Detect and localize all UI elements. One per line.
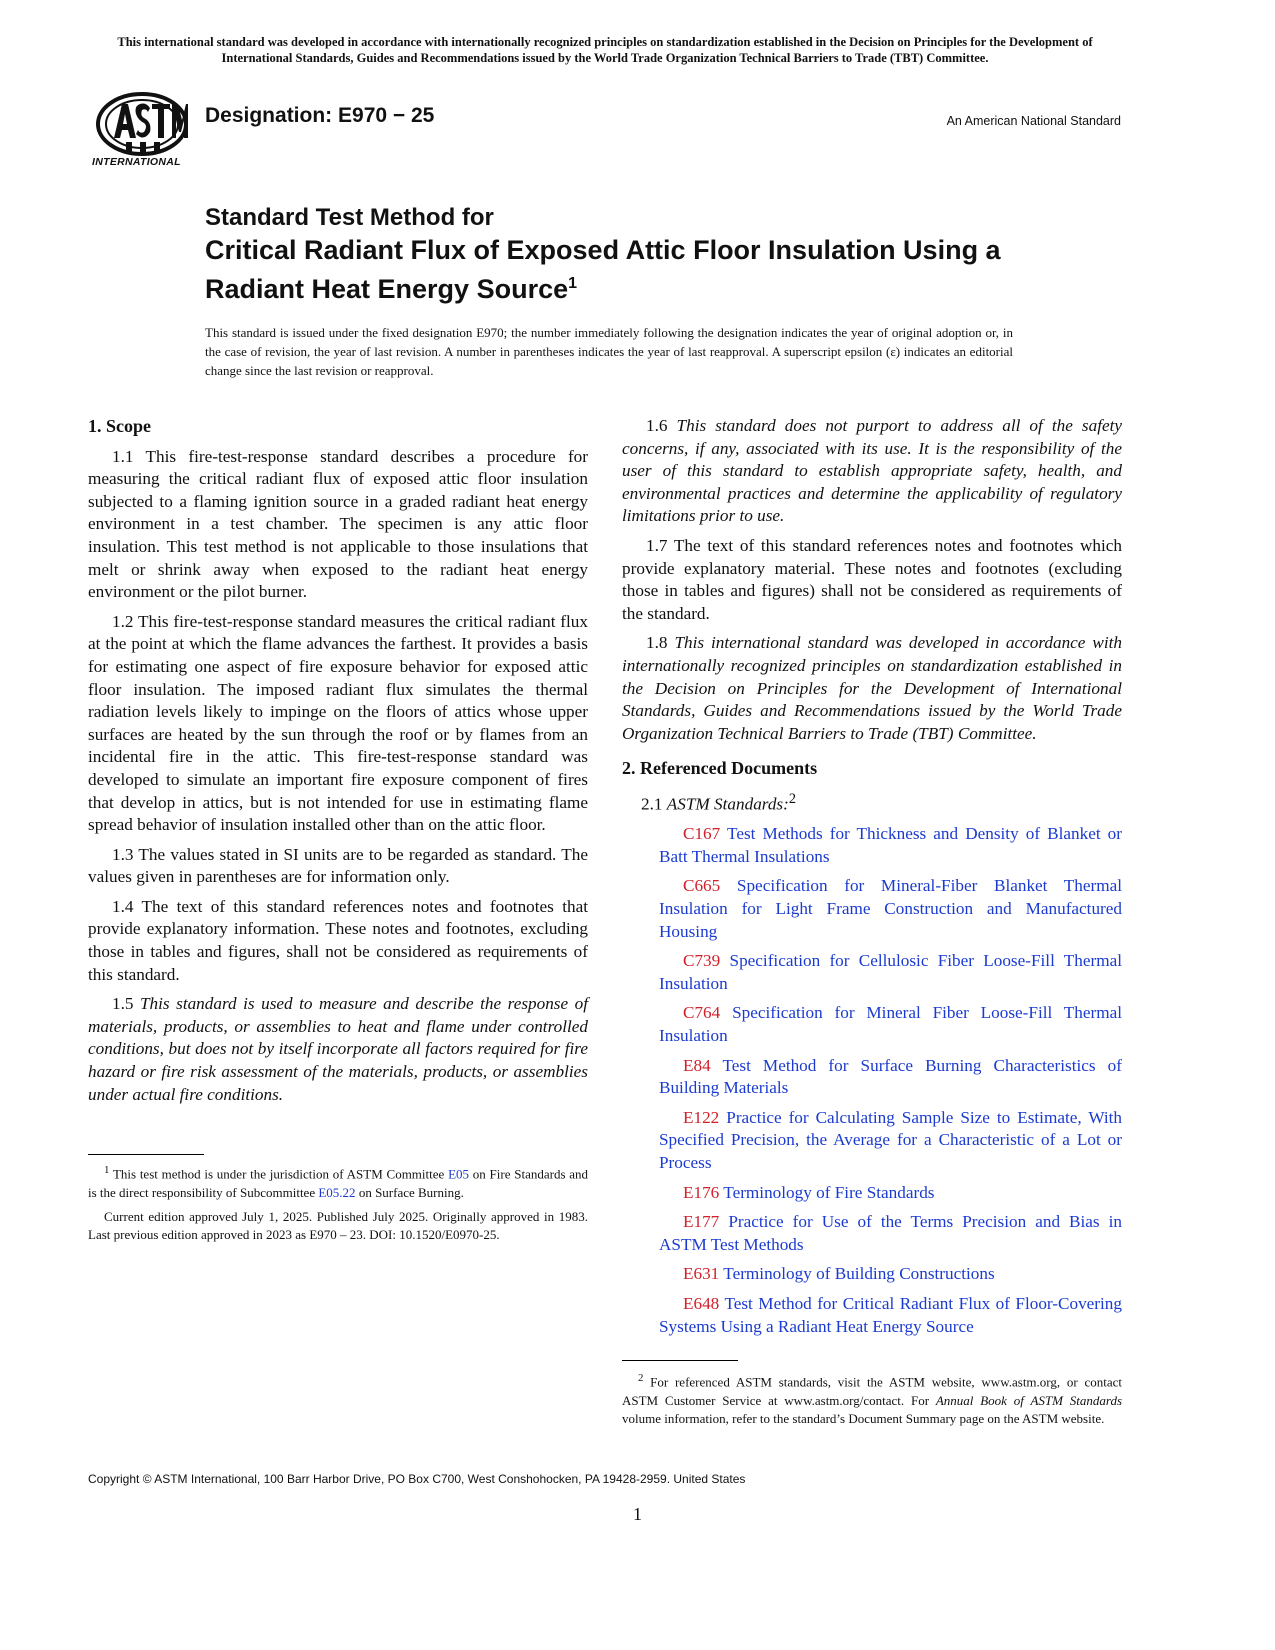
standard-title-link[interactable]: Specification for Cellulosic Fiber Loose-Fill Thermal Insulation — [659, 951, 1123, 993]
paragraph-1-8 — [622, 632, 1122, 745]
standard-title-link[interactable]: Test Method for Surface Burning Characteristics of Building Materials — [659, 1055, 1122, 1098]
paragraph-1-7: 1.7 The text of this standard references notes and footnotes which provide explanatory material. These notes and footnotes (excluding those in tables and figures) shall not be considered as requirements of the standard. — [622, 535, 1122, 623]
standard-title-link[interactable]: Specification for Mineral Fiber Loose-Fill Thermal Insulation — [659, 1003, 1122, 1045]
footnote-rule — [88, 1154, 204, 1155]
title-main: Critical Radiant Flux of Exposed Attic Floor Insulation Using a Radiant Heat Energy Source — [205, 235, 1001, 304]
standard-code-link[interactable]: E177 — [683, 1212, 720, 1232]
scope-heading: 1. Scope — [88, 416, 151, 436]
standard-code-link[interactable]: C764 — [683, 1003, 721, 1023]
referenced-standard-item[interactable] — [622, 875, 1122, 943]
footnote-2: $^2$ For referenced ASTM standards, visit the ASTM website, www.astm.org, or contact ASTM Customer Service at www.astm.org/contact. For Annual Book of ASTM Standards volume information, refer to the standard’s Document Summary page on the ASTM website. — [622, 1372, 1123, 1427]
footnote-1-mark: 1 — [104, 1164, 110, 1177]
paragraph-1-8-number: 1.8 — [646, 633, 668, 653]
standard-title-link[interactable]: Test Method for Critical Radiant Flux of Floor-Covering Systems Using a Radiant Heat Energy Source — [659, 1293, 1122, 1336]
paragraph-1-6 — [622, 415, 1122, 528]
referenced-standard-item[interactable] — [622, 950, 1122, 995]
referenced-documents-heading: 2. Referenced Documents — [622, 758, 818, 779]
paragraph-1-3: 1.3 The values stated in SI units are to be regarded as standard. The values given in parentheses are for information only. — [88, 844, 588, 887]
standard-code-link[interactable]: E84 — [683, 1055, 711, 1075]
paragraph-1-5-number: 1.5 — [112, 994, 134, 1014]
referenced-standards-list — [622, 823, 1122, 1338]
referenced-standard-item[interactable] — [622, 823, 1122, 868]
standard-code-link[interactable]: E176 — [683, 1182, 720, 1202]
left-column — [88, 415, 588, 1250]
paragraph-1-5-text: This standard is used to measure and describe the response of materials, products, or assemblies to heat and flame under controlled conditions, but does not by itself incorporate all factors required for fire hazard or fire risk assessment of the materials, products, or assemblies under actual fire conditions. — [88, 994, 589, 1104]
referenced-standard-item[interactable] — [622, 1002, 1122, 1047]
referenced-standard-item[interactable] — [622, 1107, 1122, 1175]
standard-title-link[interactable]: Specification for Mineral-Fiber Blanket Thermal Insulation for Light Frame Construction and Manufactured Housing — [659, 876, 1123, 941]
title-line-1: Standard Test Method for — [205, 204, 494, 231]
committee-link[interactable]: E05 — [448, 1166, 470, 1182]
standard-title-link[interactable]: Terminology of Fire Standards — [723, 1182, 935, 1202]
referenced-standard-item[interactable] — [622, 1263, 1122, 1286]
title-footnote-mark: 1 — [568, 275, 578, 292]
designation: Designation: E970 − 25 — [205, 104, 435, 127]
standard-title-link[interactable]: Terminology of Building Constructions — [723, 1264, 995, 1284]
referenced-standard-item[interactable] — [622, 1293, 1122, 1338]
paragraph-1-2: 1.2 This fire-test-response standard measures the critical radiant flux at the point at which the flame advances the farthest. It provides a basis for estimating one aspect of fire exposure behavior for exposed attic floor insulation. The imposed radiant flux simulates the thermal radiation levels likely to impinge on the floors of attics whose upper surfaces are heated by the sun through the roof or by flames from an incidental fire in the attic. This fire-test-response standard was developed to simulate an important fire exposure component of fires that develop in attics, but is not intended for use in estimating flame spread behavior of insulation installed other than on the attic floor. — [88, 611, 588, 835]
referenced-standard-item[interactable] — [622, 1211, 1122, 1256]
copyright-line: Copyright © ASTM International, 100 Barr Harbor Drive, PO Box C700, West Conshohocken, PA 19428-2959. United States — [88, 1472, 746, 1486]
astm-standards-subheading: 2.1 ASTM Standards:$^2$ — [641, 790, 797, 814]
referenced-standard-item[interactable] — [622, 1182, 1122, 1205]
standard-code-link[interactable]: E648 — [683, 1293, 720, 1313]
paragraph-1-6-text: This standard does not purport to address all of the safety concerns, if any, associated with its use. It is the responsibility of the user of this standard to establish appropriate safety, health, and environmental practices and determine the applicability of regulatory limitations prior to use. — [622, 416, 1123, 526]
paragraph-1-4: 1.4 The text of this standard references notes and footnotes that provide explanatory information. These notes and footnotes, excluding those in tables and figures, shall not be considered as requirements of this standard. — [88, 896, 588, 984]
issued-statement: This standard is issued under the fixed designation E970; the number immediately following the designation indicates the year of original adoption or, in the case of revision, the year of last revision. A number in parentheses indicates the year of last reapproval. A superscript epsilon (ε) indicates an editorial change since the last revision or reapproval. — [205, 325, 1013, 378]
standard-title-link[interactable]: Practice for Use of the Terms Precision and Bias in ASTM Test Methods — [659, 1212, 1123, 1254]
standard-code-link[interactable]: E631 — [683, 1264, 720, 1284]
standard-code-link[interactable]: E122 — [683, 1107, 720, 1127]
international-standard-notice: This international standard was developed in accordance with internationally recognized principles on standardization established in the Decision on Principles for the Development of International Standards, Guides and Recommendations issued by the World Trade Organization Technical Barriers to Trade (TBT) Committee. — [117, 35, 1093, 65]
paragraph-1-1: 1.1 This fire-test-response standard describes a procedure for measuring the critical radiant flux of exposed attic floor insulation subjected to a flaming ignition source in a graded radiant heat energy environment in a test chamber. The specimen is any attic floor insulation. This test method is not applicable to those insulations that melt or shrink away when exposed to the radiant heat energy environment or the pilot burner. — [88, 446, 588, 602]
paragraph-1-6-number: 1.6 — [646, 416, 668, 435]
right-column — [622, 415, 1122, 1434]
footnote-1: $^1$ This test method is under the jurisdiction of ASTM Committee E05 on Fire Standards and is the direct responsibility of Subcommittee E05.22 on Surface Burning. Current edition approved July 1, 2025. Published July 2025. Originally approved in 1983. Last previous edition approved in 2023 as E970 – 23. DOI: 10.1520/E0970-25. — [88, 1161, 588, 1244]
footnote-1-edition: Current edition approved July 1, 2025. Published July 2025. Originally approved in 1983. Last previous edition approved in 2023 as E970 – 23. DOI: 10.1520/E0970-25. — [88, 1208, 588, 1243]
title-line-2 — [205, 234, 1065, 306]
referenced-standard-item[interactable] — [622, 1055, 1122, 1100]
astm-logo — [92, 90, 192, 172]
standard-code-link[interactable]: C665 — [683, 876, 721, 896]
american-national-standard-label: An American National Standard — [946, 114, 1121, 128]
page-number: 1 — [633, 1504, 642, 1524]
logo-wordmark: INTERNATIONAL — [92, 156, 181, 168]
standard-title-link[interactable]: Test Methods for Thickness and Density of Blanket or Batt Thermal Insulations — [659, 824, 1122, 866]
paragraph-1-5 — [88, 993, 588, 1106]
standard-title-link[interactable]: Practice for Calculating Sample Size to Estimate, With Specified Precision, the Average for a Characteristic of a Lot or Process — [659, 1107, 1122, 1172]
footnote-2-mark: 2 — [638, 1372, 644, 1385]
standard-code-link[interactable]: C167 — [683, 824, 721, 844]
standard-code-link[interactable]: C739 — [683, 951, 721, 971]
paragraph-1-8-text: This international standard was developed in accordance with internationally recognized principles on standardization established in the Decision on Principles for the Development of International Standards, Guides and Recommendations issued by the World Trade Organization Technical Barriers to Trade (TBT) Committee. — [622, 633, 1122, 743]
footnote-rule — [622, 1360, 738, 1361]
subcommittee-link[interactable]: E05.22 — [318, 1185, 356, 1201]
